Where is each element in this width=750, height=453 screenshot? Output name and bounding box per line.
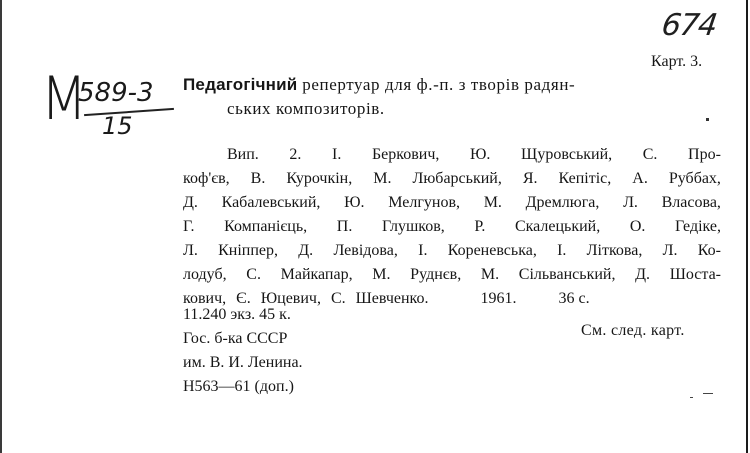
- contents-word: Руббах,: [668, 170, 721, 187]
- imprint-block: [183, 303, 723, 399]
- imprint-line: 11.240 экз. 45 к.: [183, 306, 291, 323]
- shelf-mark-top: 589-3: [78, 78, 154, 108]
- title-lead: Педагогічний: [183, 75, 298, 94]
- contents-word: Кабалевський,: [221, 194, 321, 211]
- contents-line: [183, 143, 721, 167]
- contents-word: Руднєв,: [410, 266, 462, 283]
- contents-line: [183, 215, 721, 239]
- contents-word: Щуровський,: [521, 146, 613, 163]
- contents-word: Майкапар,: [280, 266, 353, 283]
- contents-word: Кніппер,: [218, 242, 279, 259]
- contents-word: Д.: [635, 266, 651, 283]
- contents-word: Беркович,: [371, 146, 440, 163]
- contents-word: М.: [483, 194, 502, 211]
- contents-line: [183, 239, 721, 263]
- contents-word: Любарський,: [412, 170, 502, 187]
- contents-word: П.: [336, 218, 353, 235]
- contents-word: Глушков,: [381, 218, 445, 235]
- ink-dot: [706, 118, 709, 121]
- card-label: Карт. 3.: [651, 53, 703, 70]
- imprint-line: Гос. б-ка СССР: [183, 330, 288, 347]
- contents-word: Юцевич,: [260, 290, 321, 307]
- contents-line: [183, 191, 721, 215]
- contents-word: Літкова,: [586, 242, 643, 259]
- contents-word: Курочкін,: [286, 170, 353, 187]
- contents-word: І.: [557, 242, 567, 259]
- contents-word: М.: [480, 266, 500, 283]
- contents-word: М.: [373, 170, 392, 187]
- contents-word: Компанієць,: [224, 218, 308, 235]
- contents-word: Я.: [522, 170, 538, 187]
- contents-word: Гедіке,: [675, 218, 721, 235]
- card-right-edge: [746, 0, 748, 453]
- contents-word: В.: [250, 170, 266, 187]
- shelf-mark-bottom: 15: [102, 112, 133, 140]
- imprint-line: Н563—61 (доп.): [183, 378, 294, 395]
- contents-word: коф'єв,: [183, 170, 230, 187]
- contents-word: Л.: [623, 194, 638, 211]
- title-line-2: ських композиторів.: [227, 99, 385, 118]
- contents-word: Мелгунов,: [388, 194, 461, 211]
- contents-word: Д.: [298, 242, 314, 259]
- title-line-1: [183, 73, 728, 97]
- contents-word: О.: [629, 218, 646, 235]
- shelf-mark-letter: М: [40, 64, 88, 134]
- see-next-card: См. след. карт.: [581, 322, 685, 339]
- imprint-line: им. В. И. Ленина.: [183, 354, 303, 371]
- contents-line: [183, 263, 721, 287]
- contents-word: Шевченко.: [355, 290, 429, 307]
- contents-word: Про-: [688, 146, 721, 163]
- contents-word: Власова,: [661, 194, 721, 211]
- contents-word: Скалецький,: [514, 218, 601, 235]
- contents-word: 36 с.: [558, 290, 590, 307]
- contents-word: 2.: [289, 146, 302, 163]
- card-title: [183, 73, 728, 121]
- contents-word: лодуб,: [183, 266, 227, 283]
- contents-word: І.: [332, 146, 342, 163]
- contents-word: Л.: [183, 242, 198, 259]
- contents-word: Шоста-: [669, 266, 721, 283]
- contents-word: Л.: [662, 242, 678, 259]
- ink-mark: [703, 393, 713, 394]
- contents-word: С.: [642, 146, 658, 163]
- contents-word: М.: [372, 266, 391, 283]
- contents-note: [183, 143, 721, 311]
- handwritten-number: 674: [659, 8, 719, 43]
- contents-word: І.: [418, 242, 428, 259]
- contents-word: Д.: [183, 194, 198, 211]
- shelf-mark: [38, 66, 188, 176]
- contents-word: Вип.: [227, 146, 259, 163]
- contents-word: Кепітіс,: [558, 170, 612, 187]
- contents-word: А.: [632, 170, 648, 187]
- contents-word: кович,: [183, 290, 227, 307]
- title-line-1-rest: репертуар для ф.-п. з творів радян-: [297, 75, 576, 94]
- contents-word: Ю.: [344, 194, 365, 211]
- contents-word: С.: [330, 290, 346, 307]
- ink-mark: [690, 397, 693, 398]
- contents-word: С.: [246, 266, 261, 283]
- contents-word: 1961.: [480, 290, 517, 307]
- contents-word: Кореневська,: [447, 242, 537, 259]
- contents-word: Дремлюга,: [525, 194, 600, 211]
- contents-word: Ю.: [469, 146, 491, 163]
- contents-word: Є.: [236, 290, 251, 307]
- contents-word: Сільванський,: [518, 266, 616, 283]
- contents-word: Г.: [183, 218, 195, 235]
- contents-line: [183, 167, 721, 191]
- contents-word: Левідова,: [333, 242, 398, 259]
- contents-word: Р.: [474, 218, 486, 235]
- contents-word: Ко-: [697, 242, 721, 259]
- card-left-edge: [0, 0, 2, 453]
